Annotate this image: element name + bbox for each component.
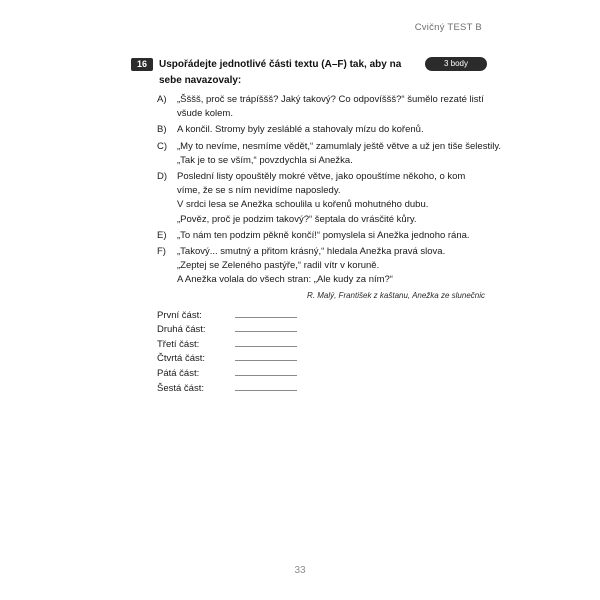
answer-label: Čtvrtá část: (157, 353, 206, 365)
option-text-line: A Anežka volala do všech stran: „Ale kudy za ním?“ (177, 274, 393, 286)
answer-label: Druhá část: (157, 324, 206, 336)
option-text-line: A končil. Stromy byly zesláblé a stahovaly mízu do kořenů. (177, 124, 424, 136)
option-item (157, 93, 487, 121)
option-text-line: všude kolem. (177, 108, 233, 120)
option-letter: D) (157, 171, 168, 183)
answer-blanks-list (157, 307, 487, 395)
answer-row (157, 307, 487, 322)
option-text (177, 170, 487, 227)
answer-row (157, 350, 487, 365)
option-letter: C) (157, 140, 168, 152)
answer-label: Šestá část: (157, 382, 204, 394)
option-text (177, 245, 487, 288)
option-item (157, 123, 487, 137)
option-text (177, 229, 487, 243)
question-block (131, 57, 501, 394)
option-text-line: „Zeptej se Zeleného pastýře,“ radil vítr v koruně. (177, 260, 380, 272)
option-text (177, 93, 487, 121)
answer-label: První část: (157, 309, 202, 321)
answer-row (157, 380, 487, 395)
option-text-line: Poslední listy opouštěly mokré větve, jako opouštíme někoho, o kom (177, 171, 466, 183)
option-text-line: „Takový... smutný a přitom krásný,“ hledala Anežka pravá slova. (177, 246, 446, 258)
answer-row (157, 321, 487, 336)
page-number: 33 (294, 565, 306, 576)
option-letter: B) (157, 124, 167, 136)
option-item (157, 170, 487, 227)
option-text-line: „Tak je to se vším,“ povzdychla si Anežka. (177, 154, 353, 166)
running-header: Cvičný TEST B (414, 22, 482, 33)
answer-label: Pátá část: (157, 368, 200, 380)
option-text (177, 140, 501, 168)
answer-blank-field[interactable] (235, 336, 297, 347)
option-letter: A) (157, 94, 167, 105)
answer-row (157, 365, 487, 380)
option-item (157, 140, 501, 168)
option-text-line: „Pověz, proč je podzim takový?“ šeptala do vrásčité kůry. (177, 213, 417, 225)
answer-blank-field[interactable] (235, 365, 297, 376)
option-text (177, 123, 487, 137)
points-badge: 3 body (425, 57, 487, 71)
answer-blank-field[interactable] (235, 321, 297, 332)
option-text-line: „My to nevíme, nesmíme vědět,“ zamumlaly ještě větve a už jen tiše šelestily. (177, 140, 501, 152)
answer-label: Třetí část: (157, 338, 200, 350)
answer-blank-field[interactable] (235, 307, 297, 318)
option-text-line: „Šššš, proč se trápíššš? Jaký takový? Co odpovíššš?“ šumělo rezaté listí (177, 94, 484, 105)
option-text-line: „To nám ten podzim pěkně končí!“ pomyslela si Anežka jednoho rána. (177, 229, 470, 241)
option-letter: F) (157, 246, 166, 258)
answer-blank-field[interactable] (235, 380, 297, 391)
question-number-badge: 16 (131, 58, 153, 71)
answer-row (157, 336, 487, 351)
question-header (131, 57, 487, 89)
options-list (157, 93, 501, 288)
option-text-line: víme, že se s ním nevidíme naposledy. (177, 185, 341, 197)
option-item (157, 229, 487, 243)
option-letter: E) (157, 229, 167, 241)
question-prompt: Uspořádejte jednotlivé části textu (A–F) tak, aby na sebe navazovaly: (159, 59, 402, 86)
answer-blank-field[interactable] (235, 350, 297, 361)
source-attribution: R. Malý, František z kaštanu, Anežka ze slunečnic (307, 290, 485, 300)
option-item (157, 245, 487, 288)
option-text-line: V srdci lesa se Anežka schoulila u kořenů mohutného dubu. (177, 199, 429, 211)
